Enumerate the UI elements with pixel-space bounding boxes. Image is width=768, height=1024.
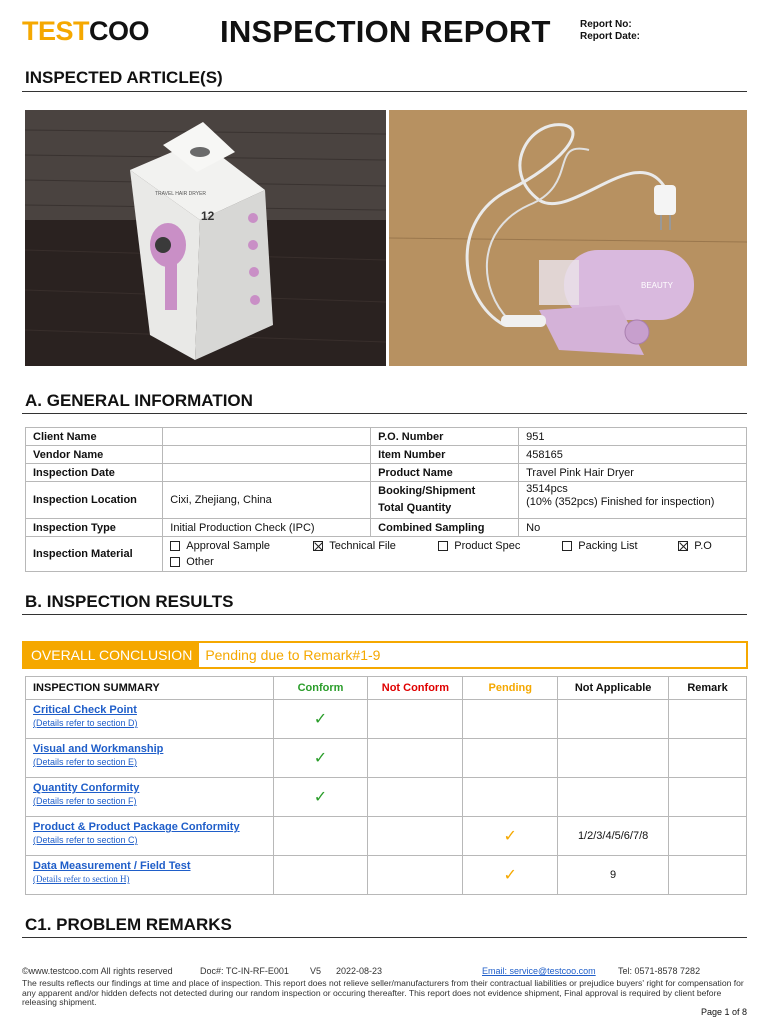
section-divider	[22, 91, 747, 92]
table-row	[26, 856, 747, 895]
material-packing-list: Packing List	[562, 538, 678, 554]
header-pending: Pending	[463, 677, 558, 700]
section-d-link[interactable]: (Details refer to section D)	[33, 718, 138, 728]
pending-cell	[463, 817, 558, 856]
conform-cell	[273, 739, 368, 778]
section-divider	[22, 413, 747, 414]
remark-cell	[669, 856, 747, 895]
vendor-name-label: Vendor Name	[26, 446, 163, 464]
booking-quantity-value: 3514pcs (10% (352pcs) Finished for inspection)	[519, 482, 747, 519]
page-footer	[22, 966, 748, 1008]
table-row	[26, 778, 747, 817]
check-icon: ✓	[313, 711, 328, 728]
pending-cell	[463, 778, 558, 817]
summary-item-visual	[26, 739, 274, 778]
checkbox-technical-file	[313, 541, 323, 551]
check-icon: ✓	[503, 828, 517, 845]
summary-item-critical-check	[26, 700, 274, 739]
section-c-link[interactable]: (Details refer to section C)	[33, 835, 138, 845]
inspection-material-label: Inspection Material	[26, 537, 163, 572]
remark-cell	[669, 817, 747, 856]
section-title-general: A. GENERAL INFORMATION	[25, 391, 253, 410]
not-applicable-cell: 9	[558, 856, 669, 895]
inspection-type-label: Inspection Type	[26, 519, 163, 537]
summary-item-quantity	[26, 778, 274, 817]
footer-date: 2022-08-23	[336, 966, 383, 976]
conform-cell	[273, 778, 368, 817]
material-technical-file: Technical File	[313, 538, 438, 554]
product-box-photo	[25, 110, 386, 366]
report-title: INSPECTION REPORT	[220, 14, 551, 49]
pending-cell	[463, 739, 558, 778]
footer-disclaimer: The results reflects our findings at time and place of inspection. This report does not relieve seller/manufacturers from their contractual liabilities or prejudice buyers' right for compensation for any apparent and/or hidden defects not detected during our random inspection or occuring thereafter. This report does not evidence shipment, Final approval is required by client before releasing shipment.	[22, 978, 744, 1007]
checkbox-packing-list	[562, 541, 572, 551]
box-print-12: 12	[201, 209, 215, 223]
vendor-name-value	[163, 446, 371, 464]
hair-dryer-photo	[389, 110, 747, 366]
product-name-value: Travel Pink Hair Dryer	[519, 464, 747, 482]
inspection-type-value: Initial Production Check (IPC)	[163, 519, 371, 537]
checkbox-other	[170, 557, 180, 567]
overall-conclusion	[22, 641, 748, 669]
report-date-label: Report Date:	[580, 31, 641, 42]
po-number-label: P.O. Number	[371, 428, 519, 446]
overall-conclusion-label: OVERALL CONCLUSION	[24, 643, 199, 667]
critical-check-point-link[interactable]: Critical Check Point	[33, 704, 137, 716]
header-inspection-summary: INSPECTION SUMMARY	[26, 677, 274, 700]
overall-conclusion-value: Pending due to Remark#1-9	[205, 647, 381, 663]
testcoo-logo: TESTCOO	[22, 16, 150, 46]
dryer-print-text: BEAUTY	[641, 281, 674, 290]
check-icon: ✓	[313, 789, 328, 806]
conform-cell	[273, 700, 368, 739]
inspection-location-value: Cixi, Zhejiang, China	[163, 482, 371, 519]
product-name-label: Product Name	[371, 464, 519, 482]
remark-cell	[669, 778, 747, 817]
header-not-applicable: Not Applicable	[558, 677, 669, 700]
header-not-conform: Not Conform	[368, 677, 463, 700]
header-conform: Conform	[273, 677, 368, 700]
footer-doc-no: Doc#: TC-IN-RF-E001	[200, 966, 289, 976]
checkbox-po	[678, 541, 688, 551]
remark-cell	[669, 739, 747, 778]
inspection-material-options	[163, 537, 747, 572]
material-product-spec: Product Spec	[438, 538, 562, 554]
not-applicable-cell	[558, 700, 669, 739]
footer-tel: Tel: 0571-8578 7282	[618, 966, 701, 976]
item-number-value: 458165	[519, 446, 747, 464]
report-no-label: Report No:	[580, 19, 632, 30]
checkbox-product-spec	[438, 541, 448, 551]
box-print-text: TRAVEL HAIR DRYER	[155, 191, 207, 197]
section-divider	[22, 937, 747, 938]
inspection-location-label: Inspection Location	[26, 482, 163, 519]
check-icon: ✓	[503, 867, 517, 884]
pending-cell	[463, 856, 558, 895]
not-applicable-cell	[558, 778, 669, 817]
data-measurement-link[interactable]: Data Measurement / Field Test	[33, 860, 191, 872]
general-info-table	[25, 427, 747, 572]
table-row	[26, 739, 747, 778]
report-header	[0, 0, 768, 60]
item-number-label: Item Number	[371, 446, 519, 464]
material-po: P.O	[678, 538, 712, 554]
section-title-results: B. INSPECTION RESULTS	[25, 592, 234, 611]
section-h-link[interactable]: (Details refer to section H)	[33, 874, 130, 884]
not-conform-cell	[368, 817, 463, 856]
po-number-value: 951	[519, 428, 747, 446]
pending-cell	[463, 700, 558, 739]
not-applicable-cell: 1/2/3/4/5/6/7/8	[558, 817, 669, 856]
client-name-value	[163, 428, 371, 446]
summary-item-data-measurement	[26, 856, 274, 895]
booking-quantity-label: Booking/Shipment Total Quantity	[371, 482, 519, 519]
not-conform-cell	[368, 856, 463, 895]
summary-item-product-package	[26, 817, 274, 856]
visual-workmanship-link[interactable]: Visual and Workmanship	[33, 743, 164, 755]
table-row	[26, 817, 747, 856]
section-divider	[22, 614, 747, 615]
combined-sampling-value: No	[519, 519, 747, 537]
section-title-remarks: C1. PROBLEM REMARKS	[25, 915, 232, 934]
footer-email-link[interactable]: Email: service@testcoo.com	[482, 966, 596, 976]
section-e-link[interactable]: (Details refer to section E)	[33, 757, 138, 767]
combined-sampling-label: Combined Sampling	[371, 519, 519, 537]
check-icon: ✓	[313, 750, 328, 767]
product-package-conformity-link[interactable]: Product & Product Package Conformity	[33, 821, 240, 833]
checkbox-approval-sample	[170, 541, 180, 551]
conform-cell	[273, 856, 368, 895]
not-conform-cell	[368, 700, 463, 739]
not-applicable-cell	[558, 739, 669, 778]
remark-cell	[669, 700, 747, 739]
report-meta	[580, 19, 640, 43]
inspection-summary-table	[25, 676, 747, 895]
section-f-link[interactable]: (Details refer to section F)	[33, 796, 137, 806]
page-number: Page 1 of 8	[700, 1007, 747, 1017]
inspection-date-value	[163, 464, 371, 482]
material-approval-sample: Approval Sample	[170, 538, 313, 554]
not-conform-cell	[368, 739, 463, 778]
inspection-date-label: Inspection Date	[26, 464, 163, 482]
footer-copyright: ©www.testcoo.com All rights reserved	[22, 966, 173, 976]
quantity-conformity-link[interactable]: Quantity Conformity	[33, 782, 140, 794]
client-name-label: Client Name	[26, 428, 163, 446]
section-title-articles: INSPECTED ARTICLE(S)	[25, 68, 223, 87]
material-other: Other	[170, 554, 214, 570]
not-conform-cell	[368, 778, 463, 817]
conform-cell	[273, 817, 368, 856]
footer-version: V5	[310, 966, 322, 976]
table-row	[26, 700, 747, 739]
header-remark: Remark	[669, 677, 747, 700]
